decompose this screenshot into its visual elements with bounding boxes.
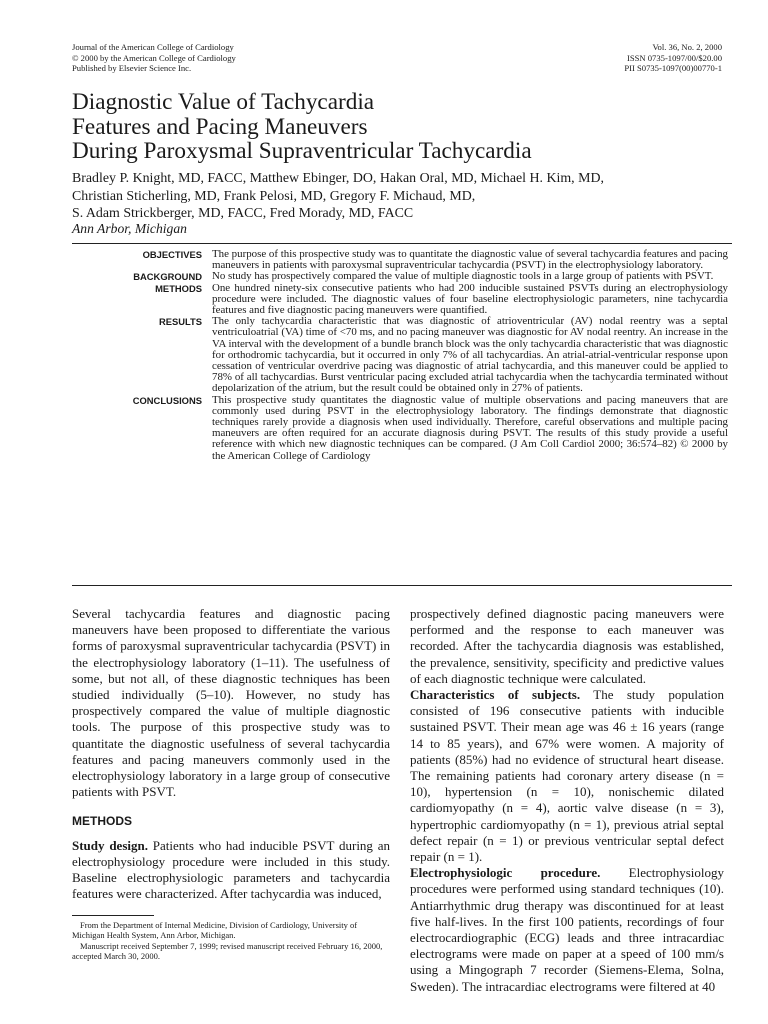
abstract-conclusions xyxy=(72,395,732,462)
abstract-label: BACKGROUND xyxy=(133,271,202,283)
ep-procedure-heading: Electrophysiologic procedure. xyxy=(410,865,601,881)
title-line-2: Features and Pacing Maneuvers xyxy=(72,113,368,140)
copyright-line: © 2000 by the American College of Cardiology xyxy=(72,52,236,63)
abstract-label: CONCLUSIONS xyxy=(132,394,202,406)
article-title xyxy=(72,90,712,164)
body-column-left xyxy=(72,606,390,902)
footnote xyxy=(72,920,390,961)
affiliation: Ann Arbor, Michigan xyxy=(72,221,187,236)
intro-paragraph: Several tachycardia features and diagnostic pacing maneuvers have been proposed to differentiate the various forms of paroxysmal supraventricular tachycardia (PSVT) in the electrophysiology laboratory (1–11). The usefulness of some, but not all, of these diagnostic techniques has been studied individually (5–10). However, no study has prospectively compared the value of multiple diagnostic tools. The purpose of this prospective study was to quantitate the diagnostic usefulness of several tachycardia features and pacing maneuvers commonly used in the electrophysiology laboratory in a large group of consecutive patients with PSVT. xyxy=(72,606,390,800)
abstract-label: OBJECTIVES xyxy=(142,249,202,260)
abstract-label: METHODS xyxy=(155,282,202,294)
abstract-top-rule xyxy=(72,243,732,244)
journal-name: Journal of the American College of Cardiology xyxy=(72,42,234,52)
footnote-affiliation: From the Department of Internal Medicine, Division of Cardiology, University of Michigan Health System, Ann Arbor, Michigan. xyxy=(72,920,358,941)
abstract-text: The only tachycardia characteristic that was diagnostic of atrioventricular (AV) nodal reentry was a septal ventriculoatrial (VA) time of <70 ms, and no pacing maneuver was diagnostic for AV nodal reentry. An increase in the VA interval with the development of a bundle branch block was the only tachycardia characteristic that was diagnostic for orthodromic tachycardia, but it occurred in only 7% of all tachycardias. An atrial-atrial-ventricular response upon cessation of ventricular overdrive pacing was diagnostic of atrial tachycardia, and this maneuver could be applied to 78% of all tachycardias. Burst ventricular pacing excluded atrial tachycardia when the tachycardia terminated without depolarization of the atrium, but the result could be obtained only in 27% of patients. xyxy=(212,315,728,395)
study-design-heading: Study design. xyxy=(72,837,148,853)
study-design-text: Patients who had inducible PSVT during an electrophysiology procedure were included in this study. Baseline electrophysiologic parameters and tachycardia features were characterized. After tachycardia was induced, xyxy=(72,837,390,902)
authors-line-2: Christian Sticherling, MD, Frank Pelosi, MD, Gregory F. Michaud, MD, xyxy=(72,188,476,204)
title-line-1: Diagnostic Value of Tachycardia xyxy=(72,89,375,115)
structured-abstract xyxy=(72,249,732,462)
journal-header xyxy=(72,42,236,74)
title-line-3: During Paroxysmal Supraventricular Tachycardia xyxy=(72,138,532,164)
authors-line-3: S. Adam Strickberger, MD, FACC, Fred Morady, MD, FACC xyxy=(72,206,414,221)
footnote-rule xyxy=(72,915,154,916)
abstract-results xyxy=(72,316,732,394)
abstract-text: This prospective study quantitates the diagnostic value of multiple observations and pacing maneuvers that are commonly used during PSVT in the electrophysiology laboratory. The findings demonstrate that diagnostic techniques rarely provide a diagnosis when used individually. Therefore, careful observations and multiple pacing maneuvers are often required for an accurate diagnosis during PSVT. The results of this study provide a useful reference with which new diagnostic techniques can be compared. (J Am Coll Cardiol 2000; 36:574–82) © 2000 by the American College of Cardiology xyxy=(212,393,728,462)
abstract-bottom-rule xyxy=(72,585,732,586)
continued-paragraph: prospectively defined diagnostic pacing maneuvers were performed and the response to each maneuver was recorded. After the tachycardia diagnosis was established, the prevalence, sensitivity, specificity and predictive values of each diagnostic technique were calculated. xyxy=(410,606,724,686)
body-column-right xyxy=(410,606,724,995)
abstract-background xyxy=(72,271,732,282)
volume-line: Vol. 36, No. 2, 2000 xyxy=(652,42,722,52)
abstract-label: RESULTS xyxy=(158,316,202,328)
issn-line: ISSN 0735-1097/00/$20.00 xyxy=(626,52,722,63)
publisher-line: Published by Elsevier Science Inc. xyxy=(72,63,192,73)
abstract-text: No study has prospectively compared the value of multiple diagnostic tools in a large group of patients with PSVT. xyxy=(212,270,714,283)
abstract-methods xyxy=(72,283,732,317)
ep-procedure-text: Electrophysiology procedures were performed using standard techniques (10). Antiarrhythmic drug therapy was discontinued for at least five half-lives. In the first 100 patients, recordings of four electrocardiographic (ECG) leads and three intracardiac electrograms were made on paper at a speed of 100 mm/s using a Mingograph 7 recorder (Siemens-Elema, Solna, Sweden). The intracardiac electrograms were filtered at 40 xyxy=(410,865,724,994)
author-list xyxy=(72,170,732,223)
issue-info xyxy=(624,42,722,74)
authors-line-1: Bradley P. Knight, MD, FACC, Matthew Ebinger, DO, Hakan Oral, MD, Michael H. Kim, MD, xyxy=(72,171,604,186)
subjects-text: The study population consisted of 196 consecutive patients with inducible sustained PSVT. Their mean age was 46 ± 16 years (range 14 to 85 years), and 67% were women. A majority of patients (85%) had no evidence of structural heart disease. The remaining patients had coronary artery disease (n = 10), hypertension (n = 10), nonischemic dilated cardiomyopathy (n = 4), aortic valve disease (n = 3), hypertrophic cardiomyopathy (n = 1), previous atrial septal defect repair (n = 1) or previous ventricular septal defect repair (n = 1). xyxy=(410,687,724,865)
subjects-heading: Characteristics of subjects. xyxy=(410,687,581,703)
footnote-received: Manuscript received September 7, 1999; revised manuscript received February 16, 2000, accepted March 30, 2000. xyxy=(72,940,383,961)
methods-heading: METHODS xyxy=(72,814,132,829)
subjects-paragraph xyxy=(410,687,724,865)
abstract-text: One hundred ninety-six consecutive patients who had 200 inducible sustained PSVTs during an electrophysiology procedure were included. The diagnostic values of four baseline electrophysiologic parameters, nine tachycardia features and five diagnostic pacing maneuvers were quantified. xyxy=(212,281,728,317)
ep-procedure-paragraph xyxy=(410,865,724,995)
study-design-paragraph xyxy=(72,838,390,903)
abstract-objectives xyxy=(72,249,732,271)
abstract-text: The purpose of this prospective study was to quantitate the diagnostic value of several tachycardia features and pacing maneuvers in patients with paroxysmal supraventricular tachycardia (PSVT) in the electrophysiology laboratory. xyxy=(212,248,728,272)
pii-line: PII S0735-1097(00)00770-1 xyxy=(624,63,722,73)
